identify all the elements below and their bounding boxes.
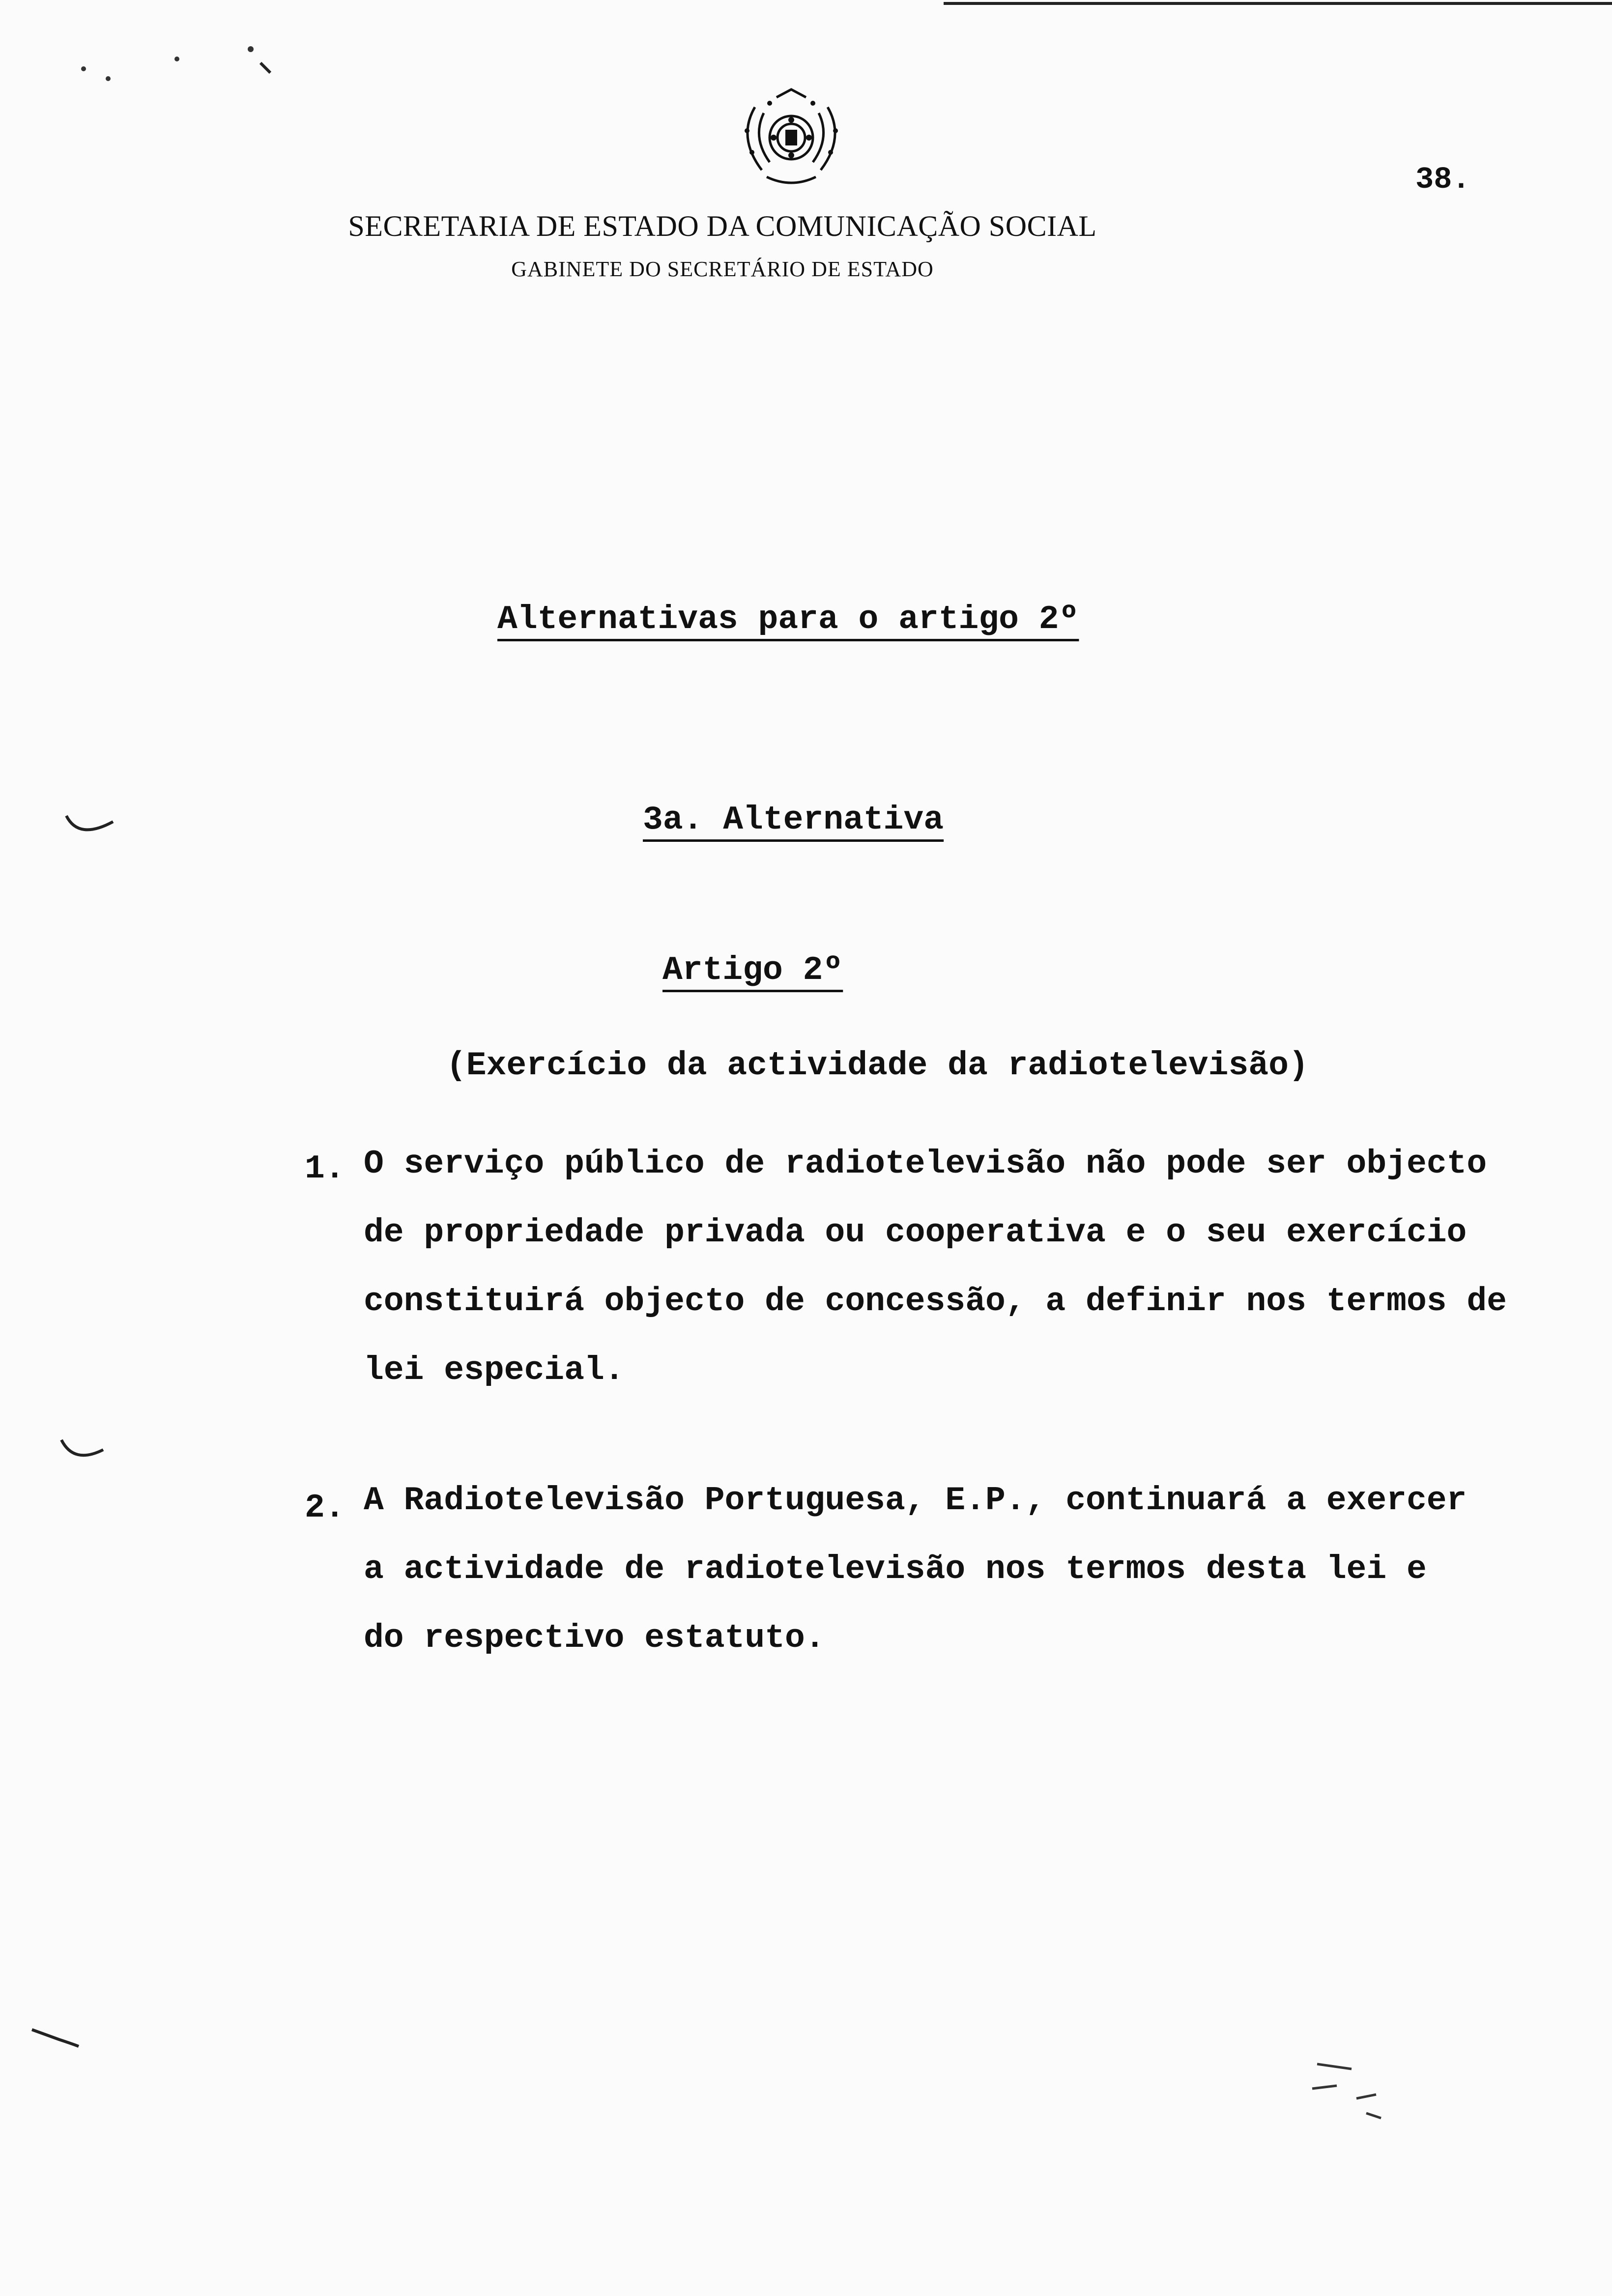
section-heading: Alternativas para o artigo 2º [497,601,1079,638]
margin-check-mark [64,811,118,845]
article-heading: Artigo 2º [662,951,843,989]
top-border-line [944,2,1612,5]
portuguese-coat-of-arms-emblem [722,84,860,192]
item-number: 1. [305,1150,345,1188]
scan-artifact-mark [1307,2054,1396,2133]
item-text-line: de propriedade privada ou cooperativa e o seu exercício [364,1214,1467,1252]
item-text-line: do respectivo estatuto. [364,1619,825,1657]
item-text-line: constituirá objecto de concessão, a definir nos termos de [364,1283,1507,1320]
alternative-heading: 3a. Alternativa [643,801,944,839]
scan-artifact-mark [64,20,319,88]
item-text-line: a actividade de radiotelevisão nos termos desta lei e [364,1550,1427,1588]
item-text-line: lei especial. [364,1351,625,1389]
margin-check-mark [59,1435,113,1469]
article-title: (Exercício da actividade da radiotelevisão) [446,1047,1309,1085]
item-number: 2. [305,1489,345,1527]
office-subtitle: GABINETE DO SECRETÁRIO DE ESTADO [511,257,934,281]
item-text-line: O serviço público de radiotelevisão não pode ser objecto [364,1145,1487,1183]
item-text-line: A Radiotelevisão Portuguesa, E.P., continuará a exercer [364,1482,1467,1520]
page-number: 38. [1415,162,1470,197]
margin-dash-mark [29,2025,84,2054]
ministry-title: SECRETARIA DE ESTADO DA COMUNICAÇÃO SOCIAL [348,210,1097,242]
